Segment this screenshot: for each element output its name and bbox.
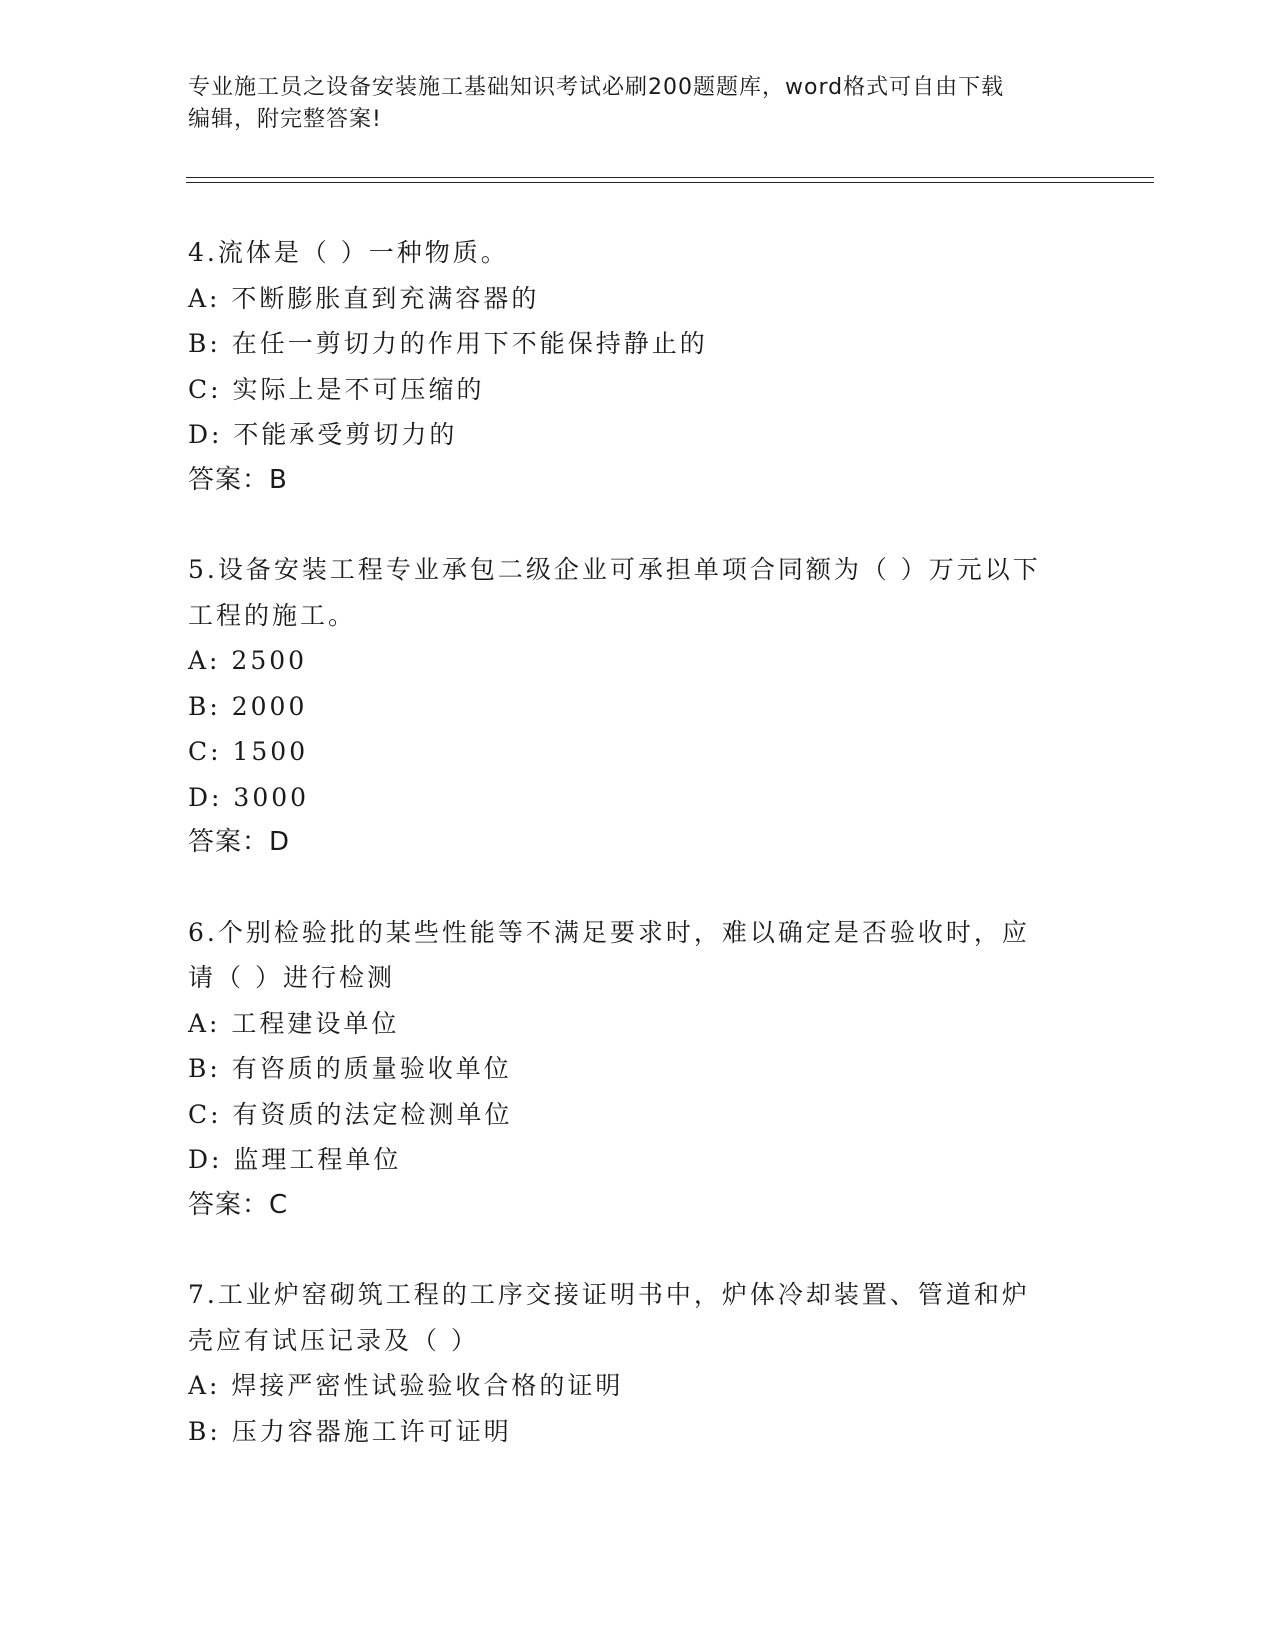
option-a: A: 不断膨胀直到充满容器的 (188, 283, 540, 313)
answer: 答案：B (188, 464, 288, 495)
question-4 (188, 230, 1088, 503)
header-line-1: 专业施工员之设备安装施工基础知识考试必刷200题题库，word格式可自由下载 (188, 75, 1005, 100)
question-stem-line-2: 工程的施工。 (188, 600, 357, 630)
question-stem-line-1: 6.个别检验批的某些性能等不满足要求时，难以确定是否验收时，应 (188, 917, 1030, 947)
option-a: A: 工程建设单位 (188, 1008, 400, 1038)
header-divider-bottom (186, 182, 1154, 183)
answer: 答案：C (188, 1189, 289, 1220)
answer: 答案：D (188, 827, 291, 857)
option-d: D: 监理工程单位 (188, 1145, 402, 1174)
option-c: C: 实际上是不可压缩的 (188, 374, 485, 404)
option-b: B: 在任一剪切力的作用下不能保持静止的 (188, 329, 708, 358)
question-stem-line-1: 5.设备安装工程专业承包二级企业可承担单项合同额为（ ）万元以下 (188, 555, 1041, 584)
option-d: D: 不能承受剪切力的 (188, 420, 458, 449)
option-c: C: 有资质的法定检测单位 (188, 1099, 513, 1129)
question-list (188, 230, 1088, 1498)
question-stem-line-2: 壳应有试压记录及（ ） (188, 1325, 479, 1355)
question-5 (188, 547, 1088, 866)
option-a: A: 2500 (188, 646, 308, 675)
document-header (188, 72, 1088, 136)
question-stem-line-1: 7.工业炉窑砌筑工程的工序交接证明书中，炉体冷却装置、管道和炉 (188, 1280, 1030, 1309)
option-b: B: 有咨质的质量验收单位 (188, 1054, 512, 1083)
question-6 (188, 910, 1088, 1229)
option-b: B: 压力容器施工许可证明 (188, 1416, 512, 1446)
question-7 (188, 1272, 1088, 1454)
header-line-2: 编辑，附完整答案! (188, 107, 382, 132)
option-c: C: 1500 (188, 737, 309, 766)
question-stem: 4.流体是（ ）一种物质。 (188, 238, 509, 267)
option-d: D: 3000 (188, 782, 310, 812)
option-a: A: 焊接严密性试验验收合格的证明 (188, 1371, 624, 1400)
question-stem-line-2: 请（ ）进行检测 (188, 963, 395, 992)
option-b: B: 2000 (188, 691, 308, 721)
header-divider-top (186, 177, 1154, 178)
